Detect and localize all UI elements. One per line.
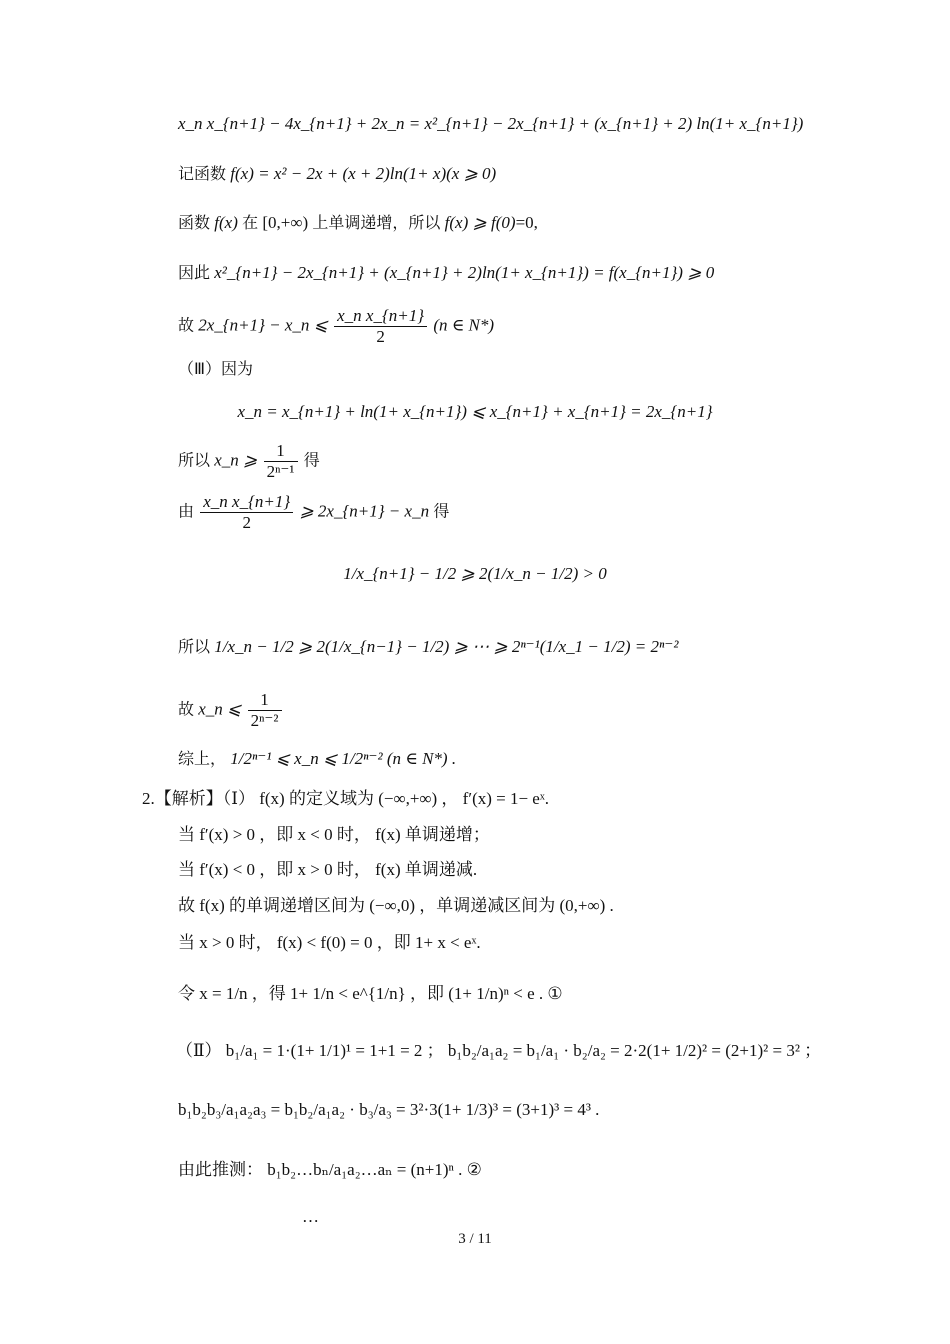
centered-equation-2: 1/x_{n+1} − 1/2 ⩾ 2(1/x_n − 1/2) > 0 — [343, 564, 607, 583]
part-two-line: （Ⅱ） b₁/a₁ = 1·(1+ 1/1)¹ = 1+1 = 2 ； b₁b₂/a₁a₂ = b₁/a₁ · b₂/a₂ = 2·2(1+ 1/2)² = (2+1)² = 3² ； — [176, 1041, 822, 1060]
chain-inequality-line: 所以 1/x_n − 1/2 ⩾ 2(1/x_{n−1} − 1/2) ⩾ ⋯ ⩾ 2ⁿ⁻¹(1/x_1 − 1/2) = 2ⁿ⁻² — [178, 637, 679, 656]
lower-bound-line: 所以 x_n ⩾ $\frac{1}{\text{2ⁿ⁻¹}}$ 得 — [178, 441, 320, 481]
fraction: $\frac{\text{x\_n x\_\{n+1\}}}{2}$ — [334, 306, 427, 347]
fraction: $\frac{1}{\text{2ⁿ⁻²}}$ — [248, 690, 282, 731]
decreasing-case-line: 当 f′(x) < 0 ，即 x > 0 时， f(x) 单调递减. — [178, 860, 478, 879]
part-three-heading: （Ⅲ）因为 — [178, 359, 254, 378]
from-inequality-line: 由 $\frac{\text{x\_n x\_\{n+1\}}}{2}$ ⩾ 2x_{n+1} − x_n 得 — [178, 492, 450, 532]
increasing-case-line: 当 f′(x) > 0 ，即 x < 0 时， f(x) 单调递增； — [178, 825, 490, 844]
conclusion-inequality-line: 故 2x_{n+1} − x_n ⩽ $\frac{\text{x\_n x\_\{n+1\}}}{2}$ (n ∈ N*) — [178, 306, 495, 346]
problem-two-heading: 2.【解析】（Ⅰ） f(x) 的定义域为 (−∞,+∞) ， f′(x) = 1− eˣ. — [142, 789, 550, 808]
monotonic-line: 函数 f(x) 在 [0,+∞) 上单调递增，所以 f(x) ⩾ f(0)=0, — [178, 213, 538, 232]
upper-bound-line: 故 x_n ⩽ $\frac{1}{\text{2ⁿ⁻²}}$ — [178, 690, 284, 731]
intervals-line: 故 f(x) 的单调递增区间为 (−∞,0) ，单调递减区间为 (0,+∞) . — [178, 896, 614, 915]
equation-line-1: x_n x_{n+1} − 4x_{n+1} + 2x_n = x²_{n+1} − 2x_{n+1} + (x_{n+1} + 2) ln(1+ x_{n+1}) — [178, 114, 804, 133]
page-number: 3 / 11 — [458, 1231, 492, 1247]
fraction: $\frac{\text{x\_n x\_\{n+1\}}}{2}$ — [200, 492, 293, 533]
ellipsis-line: … — [302, 1207, 319, 1226]
conjecture-line: 由此推测： b₁b₂…bₙ/a₁a₂…aₙ = (n+1)ⁿ . ② — [178, 1160, 482, 1179]
substitution-line: 令 x = 1/n ，得 1+ 1/n < e^{1/n} ，即 (1+ 1/n)ⁿ < e . ① — [178, 984, 563, 1003]
centered-equation-1: x_n = x_{n+1} + ln(1+ x_{n+1}) ⩽ x_{n+1} + x_{n+1} = 2x_{n+1} — [237, 402, 713, 421]
therefore-line: 因此 x²_{n+1} − 2x_{n+1} + (x_{n+1} + 2)ln(1+ x_{n+1}) = f(x_{n+1}) ⩾ 0 — [178, 263, 715, 282]
product-line: b₁b₂b₃/a₁a₂a₃ = b₁b₂/a₁a₂ · b₃/a₃ = 3²·3(1+ 1/3)³ = (3+1)³ = 4³ . — [178, 1100, 600, 1119]
summary-line: 综上， 1/2ⁿ⁻¹ ⩽ x_n ⩽ 1/2ⁿ⁻² (n ∈ N*) . — [178, 749, 457, 768]
exp-inequality-line: 当 x > 0 时， f(x) < f(0) = 0 ，即 1+ x < eˣ. — [178, 933, 481, 952]
define-function-line: 记函数 f(x) = x² − 2x + (x + 2)ln(1+ x)(x ⩾ 0) — [178, 164, 497, 183]
fraction: $\frac{1}{\text{2ⁿ⁻¹}}$ — [264, 441, 298, 482]
